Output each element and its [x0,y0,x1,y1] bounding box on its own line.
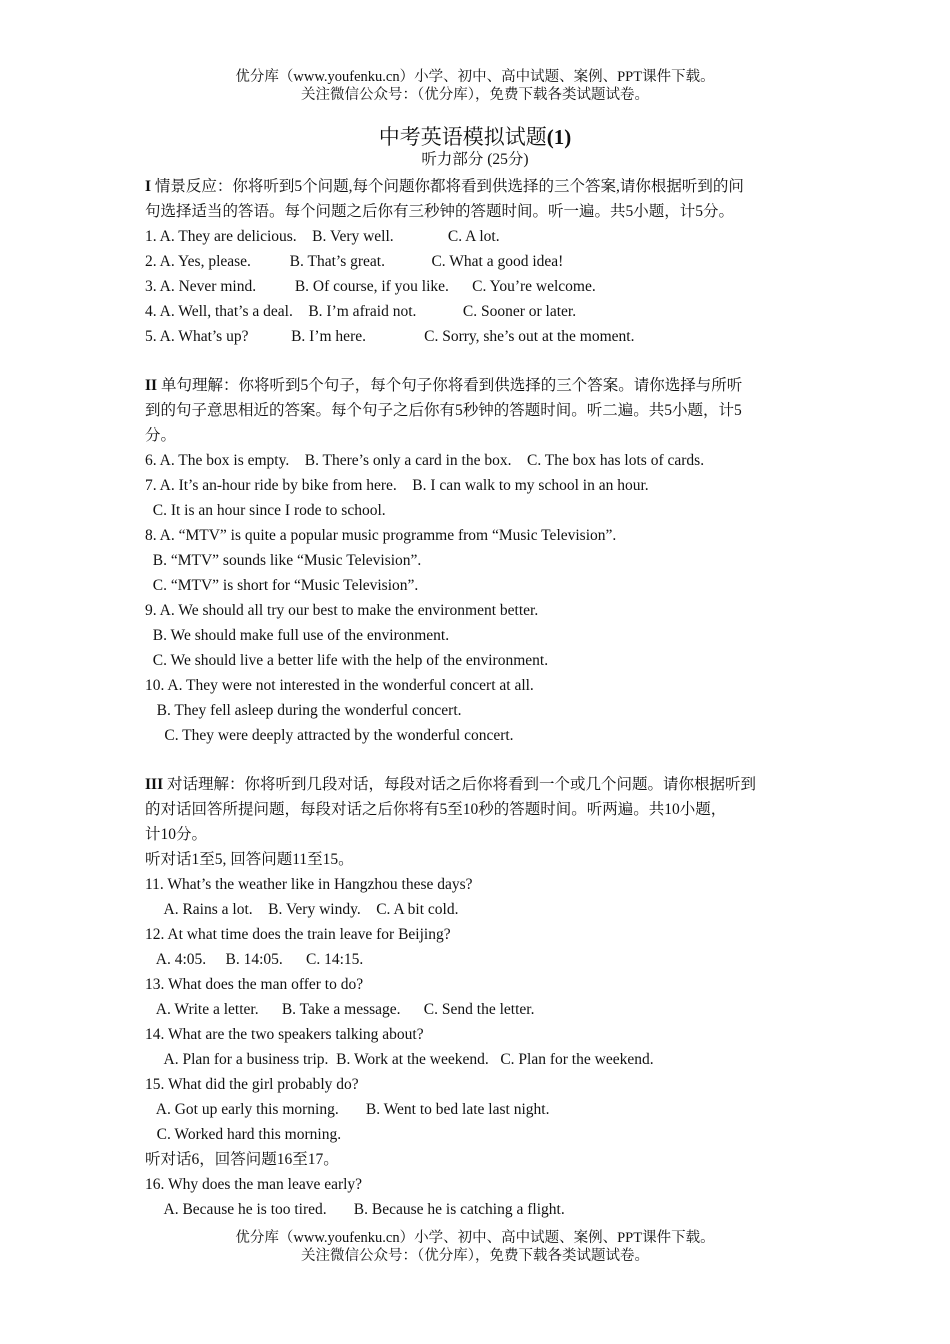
question-line: 11. What’s the weather like in Hangzhou these days? [145,876,473,893]
section-3-numeral: III [145,776,164,793]
question-line: A. 4:05. B. 14:05. C. 14:15. [145,951,364,968]
question-line: 8. A. “MTV” is quite a popular music programme from “Music Television”. [145,527,617,544]
question-line: A. Got up early this morning. B. Went to bed late last night. [145,1101,550,1118]
question-line: 3. A. Never mind. B. Of course, if you like. C. You’re welcome. [145,278,596,295]
question-line: 9. A. We should all try our best to make the environment better. [145,602,539,619]
question-line: 4. A. Well, that’s a deal. B. I’m afraid not. C. Sooner or later. [145,303,577,320]
section-2-intro-line: 到的句子意思相近的答案。每个句子之后你有5秒钟的答题时间。听二遍。共5小题，计5 [145,402,742,419]
section-3-intro-line: 计10分。 [145,826,208,843]
question-line: 2. A. Yes, please. B. That’s great. C. What a good idea! [145,253,564,270]
section-1-intro-line: I 情景反应：你将听到5个问题,每个问题你都将看到供选择的三个答案,请你根据听到的问 [145,178,744,195]
question-line: 7. A. It’s an-hour ride by bike from here. B. I can walk to my school in an hour. [145,477,649,494]
section-3-intro-line: III 对话理解：你将听到几段对话，每段对话之后你将看到一个或几个问题。请你根据听到 [145,776,756,793]
question-line: C. Worked hard this morning. [145,1126,342,1143]
question-line: A. Plan for a business trip. B. Work at the weekend. C. Plan for the weekend. [145,1051,654,1068]
title-main: 中考英语模拟试题 [378,125,547,149]
section-1 [145,174,810,349]
question-line: 10. A. They were not interested in the wonderful concert at all. [145,677,534,694]
question-line: 15. What did the girl probably do? [145,1076,359,1093]
footer-line-2: 关注微信公众号：（优分库），免费下载各类试题试卷。 [301,1248,649,1264]
question-line: A. Because he is too tired. B. Because he is catching a flight. [145,1201,565,1218]
section-2-numeral: II [145,377,158,394]
page-subtitle: 听力部分 (25分) [421,151,529,168]
page-header [0,68,950,104]
section-3-intro-line: 的对话回答所提问题，每段对话之后你将有5至10秒的答题时间。听两遍。共10小题， [145,801,727,818]
question-line: C. It is an hour since I rode to school. [145,502,386,519]
section-1-numeral: I [145,178,152,195]
title-number: (1) [546,125,572,149]
question-line: 12. At what time does the train leave for Beijing? [145,926,451,943]
question-line: 6. A. The box is empty. B. There’s only a card in the box. C. The box has lots of cards. [145,452,705,469]
section-3 [145,772,810,1222]
section-2-intro-line: II 单句理解：你将听到5个句子，每个句子你将看到供选择的三个答案。请你选择与所听 [145,377,743,394]
question-line: 1. A. They are delicious. B. Very well. C. A lot. [145,228,500,245]
question-line: 听对话1至5, 回答问题11至15。 [145,851,354,868]
question-line: B. We should make full use of the environment. [145,627,450,644]
question-line: 5. A. What’s up? B. I’m here. C. Sorry, she’s out at the moment. [145,328,635,345]
section-1-intro-line: 句选择适当的答语。每个问题之后你有三秒钟的答题时间。听一遍。共5小题，计5分。 [145,203,735,220]
question-line: A. Rains a lot. B. Very windy. C. A bit cold. [145,901,459,918]
section-2-intro-line: 分。 [145,427,177,444]
header-line-2: 关注微信公众号：（优分库），免费下载各类试题试卷。 [301,87,649,103]
question-line: A. Write a letter. B. Take a message. C. Send the letter. [145,1001,535,1018]
page-title [0,124,950,150]
question-line: 听对话6，回答问题16至17。 [145,1151,339,1168]
exam-content [145,174,810,1222]
question-line: C. They were deeply attracted by the wonderful concert. [145,727,514,744]
question-line: B. “MTV” sounds like “Music Television”. [145,552,422,569]
question-line: 13. What does the man offer to do? [145,976,364,993]
footer-line-1: 优分库（www.youfenku.cn）小学、初中、高中试题、案例、PPT课件下载。 [235,1230,715,1246]
page-footer [0,1229,950,1265]
question-line: C. “MTV” is short for “Music Television”. [145,577,419,594]
header-line-1: 优分库（www.youfenku.cn）小学、初中、高中试题、案例、PPT课件下载。 [235,69,715,85]
question-line: 14. What are the two speakers talking about? [145,1026,424,1043]
section-2 [145,373,810,748]
question-line: C. We should live a better life with the help of the environment. [145,652,549,669]
question-line: 16. Why does the man leave early? [145,1176,363,1193]
question-line: B. They fell asleep during the wonderful concert. [145,702,462,719]
